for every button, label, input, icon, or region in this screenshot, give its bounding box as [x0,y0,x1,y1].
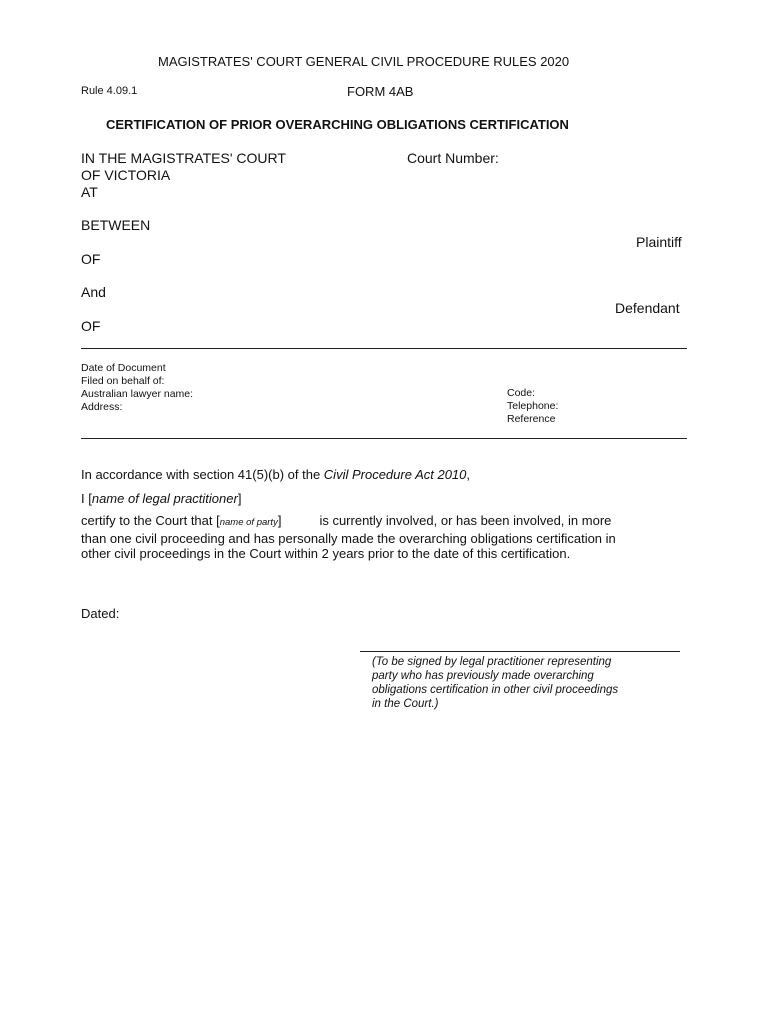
code-label: Code: [507,387,536,399]
divider-top [81,348,687,349]
details-left [81,362,193,414]
signature-note-line-1: (To be signed by legal practitioner representing [372,656,612,668]
signature-note-line-3: obligations certification in other civil proceedings [372,684,619,696]
court-line-3: AT [81,184,98,200]
defendant-label: Defendant [615,300,680,316]
divider-bottom [81,438,687,439]
dated-label: Dated: [81,606,120,621]
signature-line [360,651,680,652]
accordance-line [81,467,470,482]
court-line-1: IN THE MAGISTRATES' COURT [81,150,286,166]
accordance-pre: In accordance with section 41(5)(b) of the [81,467,324,482]
form-number: FORM 4AB [347,84,414,99]
of-label-2: OF [81,318,101,334]
telephone-label: Telephone: [507,400,559,412]
certify-line-2: than one civil proceeding and has personally made the overarching obligations certification in [81,530,616,546]
filed-on-behalf-label: Filed on behalf of: [81,375,165,387]
act-name: Civil Procedure Act 2010 [323,467,467,482]
signature-note-line-2: party who has previously made overarching [372,670,594,682]
i-post: ] [237,491,242,506]
certify-line-3: other civil proceedings in the Court within 2 years prior to the date of this certification. [81,546,571,561]
certify-bracket: ] [277,513,282,528]
rule-number: Rule 4.09.1 [81,85,138,97]
form-title: CERTIFICATION OF PRIOR OVERARCHING OBLIGATIONS CERTIFICATION [106,117,569,132]
date-of-document-label: Date of Document [81,362,166,374]
of-label-1: OF [81,251,101,267]
certify-pre: certify to the Court that [ [81,513,220,528]
signature-note [372,655,618,711]
address-label: Address: [81,401,123,413]
party-placeholder: name of party [219,517,278,528]
certify-rest: is currently involved, or has been involved, in more [319,513,612,528]
court-number-label: Court Number: [407,150,499,166]
between-label: BETWEEN [81,217,151,233]
practitioner-line [81,491,241,506]
i-pre: I [ [81,491,92,506]
court-line-2: OF VICTORIA [81,167,171,183]
accordance-post: , [466,467,471,482]
certify-paragraph [81,513,616,562]
plaintiff-label: Plaintiff [636,234,682,250]
reference-label: Reference [507,413,556,425]
details-right [507,387,558,426]
and-label: And [81,284,106,300]
lawyer-name-label: Australian lawyer name: [81,388,194,400]
signature-note-line-4: in the Court.) [372,698,439,710]
practitioner-placeholder: name of legal practitioner [91,491,238,506]
rules-title: MAGISTRATES' COURT GENERAL CIVIL PROCEDURE RULES 2020 [158,54,570,69]
certify-line-1 [81,513,616,531]
